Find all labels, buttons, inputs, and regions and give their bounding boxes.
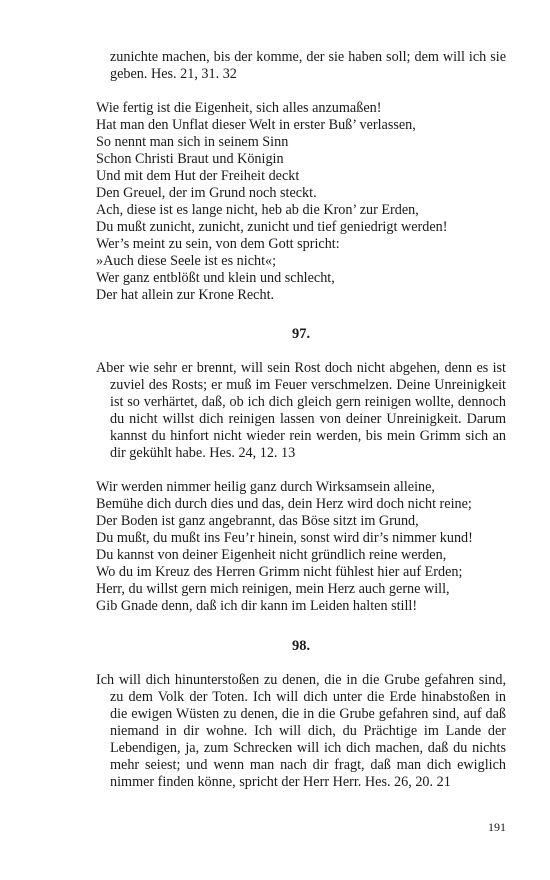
spacer bbox=[96, 655, 506, 672]
verse-line: Den Greuel, der im Grund noch steckt. bbox=[96, 185, 317, 201]
verse-line: Du mußt zunicht, zunicht, zunicht und tief geniedrigt werden! bbox=[96, 219, 448, 235]
spacer bbox=[96, 615, 506, 638]
verse-line: Gib Gnade denn, daß ich dir kann im Leiden halten still! bbox=[96, 598, 418, 614]
verse-line: Der Boden ist ganz angebrannt, das Böse sitzt im Grund, bbox=[96, 513, 419, 529]
verse-line: Bemühe dich durch dies und das, dein Herz wird doch nicht reine; bbox=[96, 496, 472, 512]
verse-line: Und mit dem Hut der Freiheit deckt bbox=[96, 168, 300, 184]
verse-line: So nennt man sich in seinem Sinn bbox=[96, 134, 289, 150]
verse-line: »Auch diese Seele ist es nicht«; bbox=[96, 253, 277, 269]
page-number: 191 bbox=[488, 820, 506, 834]
verse-line: Wie fertig ist die Eigenheit, sich alles anzumaßen! bbox=[96, 100, 382, 116]
intro-prose: zunichte machen, bis der komme, der sie haben soll; dem will ich sie geben. Hes. 21, 31. 32 bbox=[110, 49, 506, 82]
verse-line: Du kannst von deiner Eigenheit nicht gründlich reine werden, bbox=[96, 547, 447, 563]
spacer bbox=[96, 462, 506, 479]
page-body bbox=[96, 49, 506, 791]
verse-line: Ach, diese ist es lange nicht, heb ab die Kron’ zur Erden, bbox=[96, 202, 419, 218]
verse-line: Herr, du willst gern mich reinigen, mein Herz auch gerne will, bbox=[96, 581, 450, 597]
spacer bbox=[96, 83, 506, 100]
verse-line: Wer ganz entblößt und klein und schlecht, bbox=[96, 270, 335, 286]
verse-line: Schon Christi Braut und Königin bbox=[96, 151, 284, 167]
verse-line: Wer’s meint zu sein, von dem Gott spricht: bbox=[96, 236, 340, 252]
verse-block-1 bbox=[96, 100, 506, 304]
section-97-prose: Aber wie sehr er brennt, will sein Rost doch nicht abgehen, denn es ist zuviel des Rosts; er muß im Feuer verschmelzen. Deine Unreinigkeit ist so verhärtet, daß, ob ich dich gleich gern reinigen wollte, dennoch du nicht willst dich reinigen lassen von deiner Unreinigkeit. Darum kannst du hinfort nicht wieder rein werden, bis mein Grimm sich an dir gekühlt habe. Hes. 24, 12. 13 bbox=[96, 360, 506, 461]
verse-line: Der hat allein zur Krone Recht. bbox=[96, 287, 275, 303]
spacer bbox=[96, 343, 506, 360]
verse-line: Hat man den Unflat dieser Welt in erster Buß’ verlassen, bbox=[96, 117, 416, 133]
spacer bbox=[96, 304, 506, 326]
section-number-98: 98. bbox=[291, 638, 311, 654]
verse-line: Wir werden nimmer heilig ganz durch Wirksamsein alleine, bbox=[96, 479, 435, 495]
section-98-prose: Ich will dich hinunterstoßen zu denen, die in die Grube gefahren sind, zu dem Volk der Toten. Ich will dich unter die Erde hinabstoßen in die ewigen Wüsten zu denen, die in die Grube gefahren sind, auf daß niemand in dir wohne. Ich will dich, du Prächtige im Lande der Lebendigen, ja, zum Schrecken will ich dich machen, daß du nichts mehr seiest; und wenn man nach dir fragt, daß man dich ewiglich nimmer finden könne, spricht der Herr Herr. Hes. 26, 20. 21 bbox=[96, 672, 506, 790]
verse-line: Du mußt, du mußt ins Feu’r hinein, sonst wird dir’s nimmer kund! bbox=[96, 530, 473, 546]
verse-block-97 bbox=[96, 479, 506, 615]
section-number-97: 97. bbox=[291, 326, 311, 342]
verse-line: Wo du im Kreuz des Herren Grimm nicht fühlest hier auf Erden; bbox=[96, 564, 463, 580]
